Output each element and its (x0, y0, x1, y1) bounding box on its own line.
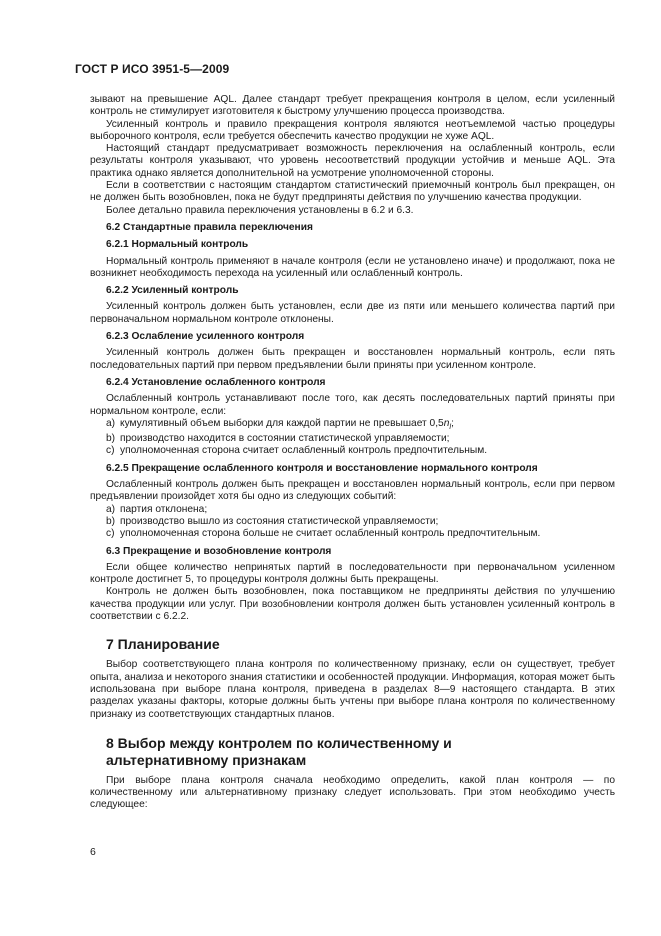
list-marker: a) (106, 503, 116, 515)
document-body (90, 94, 615, 812)
list-item (90, 445, 615, 457)
paragraph: Более детально правила переключения установлены в 6.2 и 6.3. (106, 204, 414, 216)
list-text: уполномоченная сторона больше не считает ослабленный контроль предпочтительным. (120, 528, 541, 540)
list-marker: a) (106, 417, 116, 429)
section-heading-6-2-5: 6.2.5 Прекращение ослабленного контроля и восстановление нормального контроля (106, 462, 538, 474)
paragraph: Усиленный контроль должен быть прекращен и восстановлен нормальный контроль, если пять последовательных партий при первом предъявлении были приняты при усиленном контроле. (90, 347, 615, 371)
list-text: кумулятивный объем выборки для каждой партии не превышает $0,5n_l$; (120, 417, 454, 431)
list-text: производство вышло из состояния статистической управляемости; (120, 515, 439, 527)
list-text: производство находится в состоянии статистической управляемости; (120, 433, 450, 445)
list-marker: b) (106, 515, 116, 527)
list-marker: b) (106, 433, 116, 445)
list-text: партия отклонена; (120, 503, 208, 515)
list-marker: c) (106, 528, 115, 540)
paragraph: При выборе плана контроля сначала необходимо определить, какой план контроля — по количественному или альтернативному признаку следует использовать. При этом необходимо учесть следующее: (90, 774, 615, 811)
section-heading-8: 8 Выбор между контролем по количественному и альтернативному признакам (106, 734, 452, 768)
section-heading-6-2: 6.2 Стандартные правила переключения (106, 221, 313, 233)
section-heading-7: 7 Планирование (106, 636, 220, 653)
paragraph: Ослабленный контроль должен быть прекращен и восстановлен нормальный контроль, если при первом предъявлении произойдет хотя бы одно из следующих событий: (90, 479, 615, 503)
paragraph: Усиленный контроль должен быть установлен, если две из пяти или меньшего количества партий при первоначальном нормальном контроле отклонены. (90, 301, 615, 325)
list-item (90, 418, 615, 433)
list-item (90, 433, 615, 445)
paragraph: Усиленный контроль и правило прекращения контроля являются неотъемлемой частью процедуры выборочного контроля, если требуется обеспечить качество продукции не хуже AQL. (90, 118, 615, 142)
section-heading-6-2-3: 6.2.3 Ослабление усиленного контроля (106, 331, 305, 343)
list-item (90, 516, 615, 528)
section-heading-6-3: 6.3 Прекращение и возобновление контроля (106, 545, 332, 557)
list-item (90, 528, 615, 540)
paragraph: Если в соответствии с настоящим стандартом статистический приемочный контроль был прекращен, он не должен быть возобновлен, пока не будут предприняты действия по улучшению качества продукции. (90, 180, 615, 204)
paragraph: зывают на превышение AQL. Далее стандарт требует прекращения контроля в целом, если усиленный контроль не стимулирует изготовителя к быстрому улучшению процесса производства. (90, 94, 615, 118)
paragraph: Нормальный контроль применяют в начале контроля (если не установлено иначе) и продолжают, пока не возникнет необходимость перехода на усиленный или ослабленный контроль. (90, 255, 615, 279)
page-number: 6 (90, 846, 96, 858)
paragraph: Настоящий стандарт предусматривает возможность переключения на ослабленный контроль, если результаты контроля указывают, что уровень несоответствий продукции устойчив и меньше AQL. Эта практика однако является дополнительной на усмотрение уполномоченной стороны. (90, 143, 615, 179)
paragraph: Если общее количество непринятых партий в последовательности при первоначальном усиленном контроле достигнет 5, то процедуры контроля должны быть прекращены. (90, 561, 615, 586)
section-heading-6-2-1: 6.2.1 Нормальный контроль (106, 239, 249, 251)
document-header: ГОСТ Р ИСО 3951-5—2009 (75, 62, 230, 76)
paragraph: Контроль не должен быть возобновлен, пока поставщиком не предприняты действия по улучшению качества продукции или услуг. При возобновлении контроля должен быть установлен усиленный контроль в соответствии с 6.2.2. (90, 586, 615, 623)
section-heading-6-2-4: 6.2.4 Установление ослабленного контроля (106, 376, 326, 388)
list-item (90, 504, 615, 516)
list-marker: c) (106, 445, 115, 457)
paragraph: Выбор соответствующего плана контроля по количественному признаку, если он существует, требует опыта, анализа и некоторого знания статистики и особенностей продукции. Информация, которая может быть использована при выборе плана контроля, приведена в разделах 8—9 настоящего стандарта. В этих разделах указаны факторы, которые должны быть учтены при выборе плана контроля по количественному признаку из соответствующих стандартных планов. (90, 659, 615, 720)
paragraph: Ослабленный контроль устанавливают после того, как десять последовательных партий приняты при нормальном контроле, если: (90, 393, 615, 417)
section-heading-6-2-2: 6.2.2 Усиленный контроль (106, 285, 239, 297)
list-text: уполномоченная сторона считает ослабленный контроль предпочтительным. (120, 445, 488, 457)
